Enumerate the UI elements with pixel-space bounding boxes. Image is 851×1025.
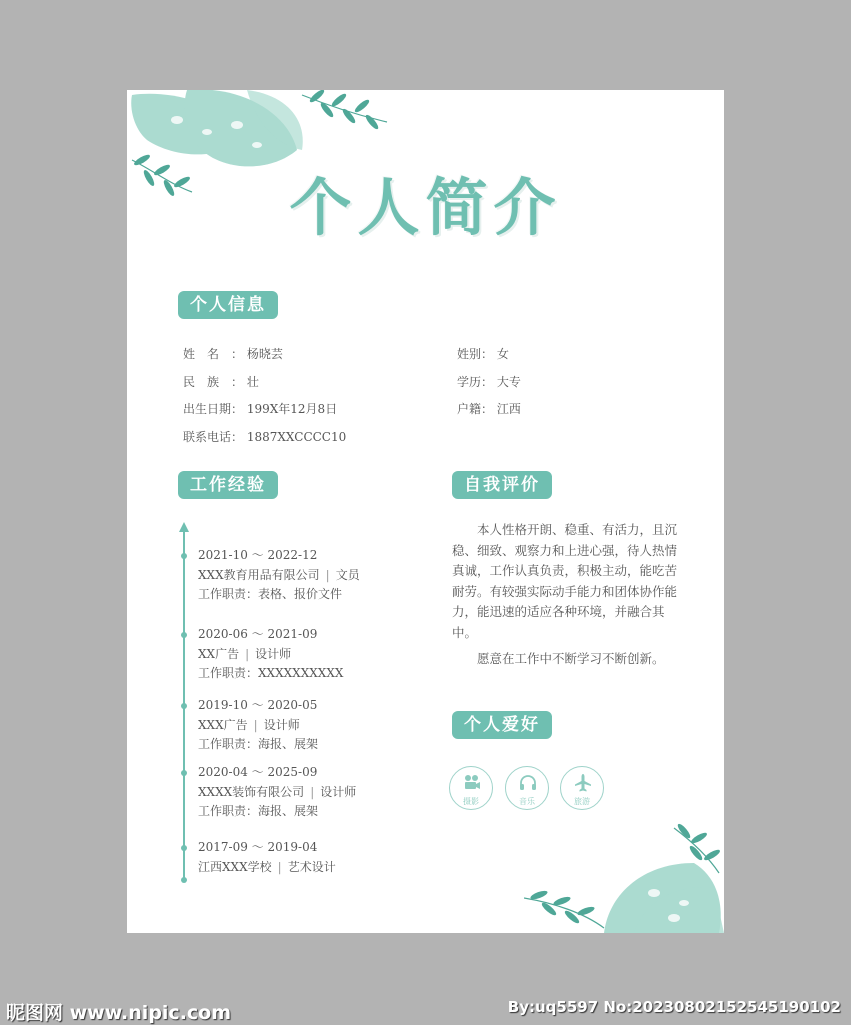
timeline-dot [181,632,187,638]
job-company-line [198,858,336,878]
info-label: 姓 名 ： [183,347,244,361]
resume-page [127,90,724,933]
info-label: 户籍： [457,402,494,416]
job-company: XXX广告 [198,717,248,732]
section-tag-self-evaluation: 自我评价 [452,471,552,499]
job-period: 2020-06 ～ 2021-09 [198,627,318,641]
job-role: 设计师 [263,717,300,732]
job-duty: 工作职责：海报、展架 [198,804,319,818]
timeline-end-dot [181,877,187,883]
info-value: 江西 [496,402,521,416]
info-value: 大专 [496,375,521,389]
info-label: 学历： [457,375,494,389]
job-company-line [198,716,318,736]
self-evaluation-paragraph: 愿意在工作中不断学习不断创新。 [477,651,665,666]
timeline-dot [181,770,187,776]
job-company: 江西XXX学校 [198,859,272,874]
job-entry [198,696,318,755]
job-company: XXXX装饰有限公司 [198,784,305,799]
info-row-ethnicity [183,373,259,390]
hobby-music [505,766,549,810]
self-evaluation-paragraph: 本人性格开朗、稳重、有活力，且沉稳、细致、观察力和上进心强，待人热情真诚，工作认真负责，积极主动，能吃苦耐劳。有较强实际动手能力和团体协作能力，能迅速的适应各种环境，并融合其中。 [452,522,678,640]
video-camera-icon [462,773,482,793]
info-label: 出生日期： [183,402,244,416]
job-company: XXX教育用品有限公司 [198,567,320,582]
job-entry [198,763,356,822]
job-role: 文员 [335,567,360,582]
hobby-label: 旅游 [574,797,590,806]
self-evaluation-text [452,520,682,670]
job-company-line [198,645,343,665]
separator: | [277,859,282,874]
job-period: 2019-10 ～ 2020-05 [198,698,318,712]
job-company: XX广告 [198,646,240,661]
section-tag-work-experience: 工作经验 [178,471,278,499]
job-duty: 工作职责：海报、展架 [198,737,319,751]
info-value: 1887XXCCCC10 [246,430,347,444]
job-entry [198,838,336,877]
section-tag-hobbies: 个人爱好 [452,711,552,739]
headphones-icon [518,773,538,793]
job-company-line [198,566,360,586]
job-period: 2020-04 ～ 2025-09 [198,765,318,779]
info-row-gender [457,345,509,362]
section-tag-personal-info: 个人信息 [178,291,278,319]
job-entry [198,546,360,605]
job-role: 设计师 [255,646,292,661]
separator: | [253,717,258,732]
info-row-birthdate [183,400,337,417]
job-role: 艺术设计 [287,859,336,874]
airplane-icon [573,773,593,793]
job-company-line [198,783,356,803]
job-role: 设计师 [320,784,357,799]
leaf-decoration-bottom-right [524,823,724,933]
info-value: 199X年12月8日 [246,402,338,416]
info-label: 民 族 ： [183,375,244,389]
info-label: 联系电话： [183,430,244,444]
separator: | [325,567,330,582]
hobby-label: 音乐 [519,797,535,806]
hobby-travel [560,766,604,810]
timeline-dot [181,703,187,709]
job-entry [198,625,343,684]
info-row-phone [183,428,346,445]
timeline-dot [181,845,187,851]
job-period: 2017-09 ～ 2019-04 [198,840,318,854]
info-value: 杨晓芸 [246,347,283,361]
hobby-photography [449,766,493,810]
separator: | [245,646,250,661]
job-duty: 工作职责：XXXXXXXXXX [198,666,344,680]
timeline-dot [181,553,187,559]
job-duty: 工作职责：表格、报价文件 [198,587,343,601]
info-value: 壮 [246,375,259,389]
watermark-site: 昵图网 www.nipic.com [6,1002,232,1024]
separator: | [310,784,315,799]
hobby-label: 摄影 [463,797,479,806]
job-period: 2021-10 ～ 2022-12 [198,548,318,562]
info-row-hometown [457,400,521,417]
info-label: 姓别： [457,347,494,361]
info-value: 女 [496,347,509,361]
info-row-education [457,373,521,390]
info-row-name [183,345,283,362]
page-title: 个人简介 [289,171,562,244]
watermark-id: By:uq5597 No:20230802152545190102 [507,998,841,1016]
